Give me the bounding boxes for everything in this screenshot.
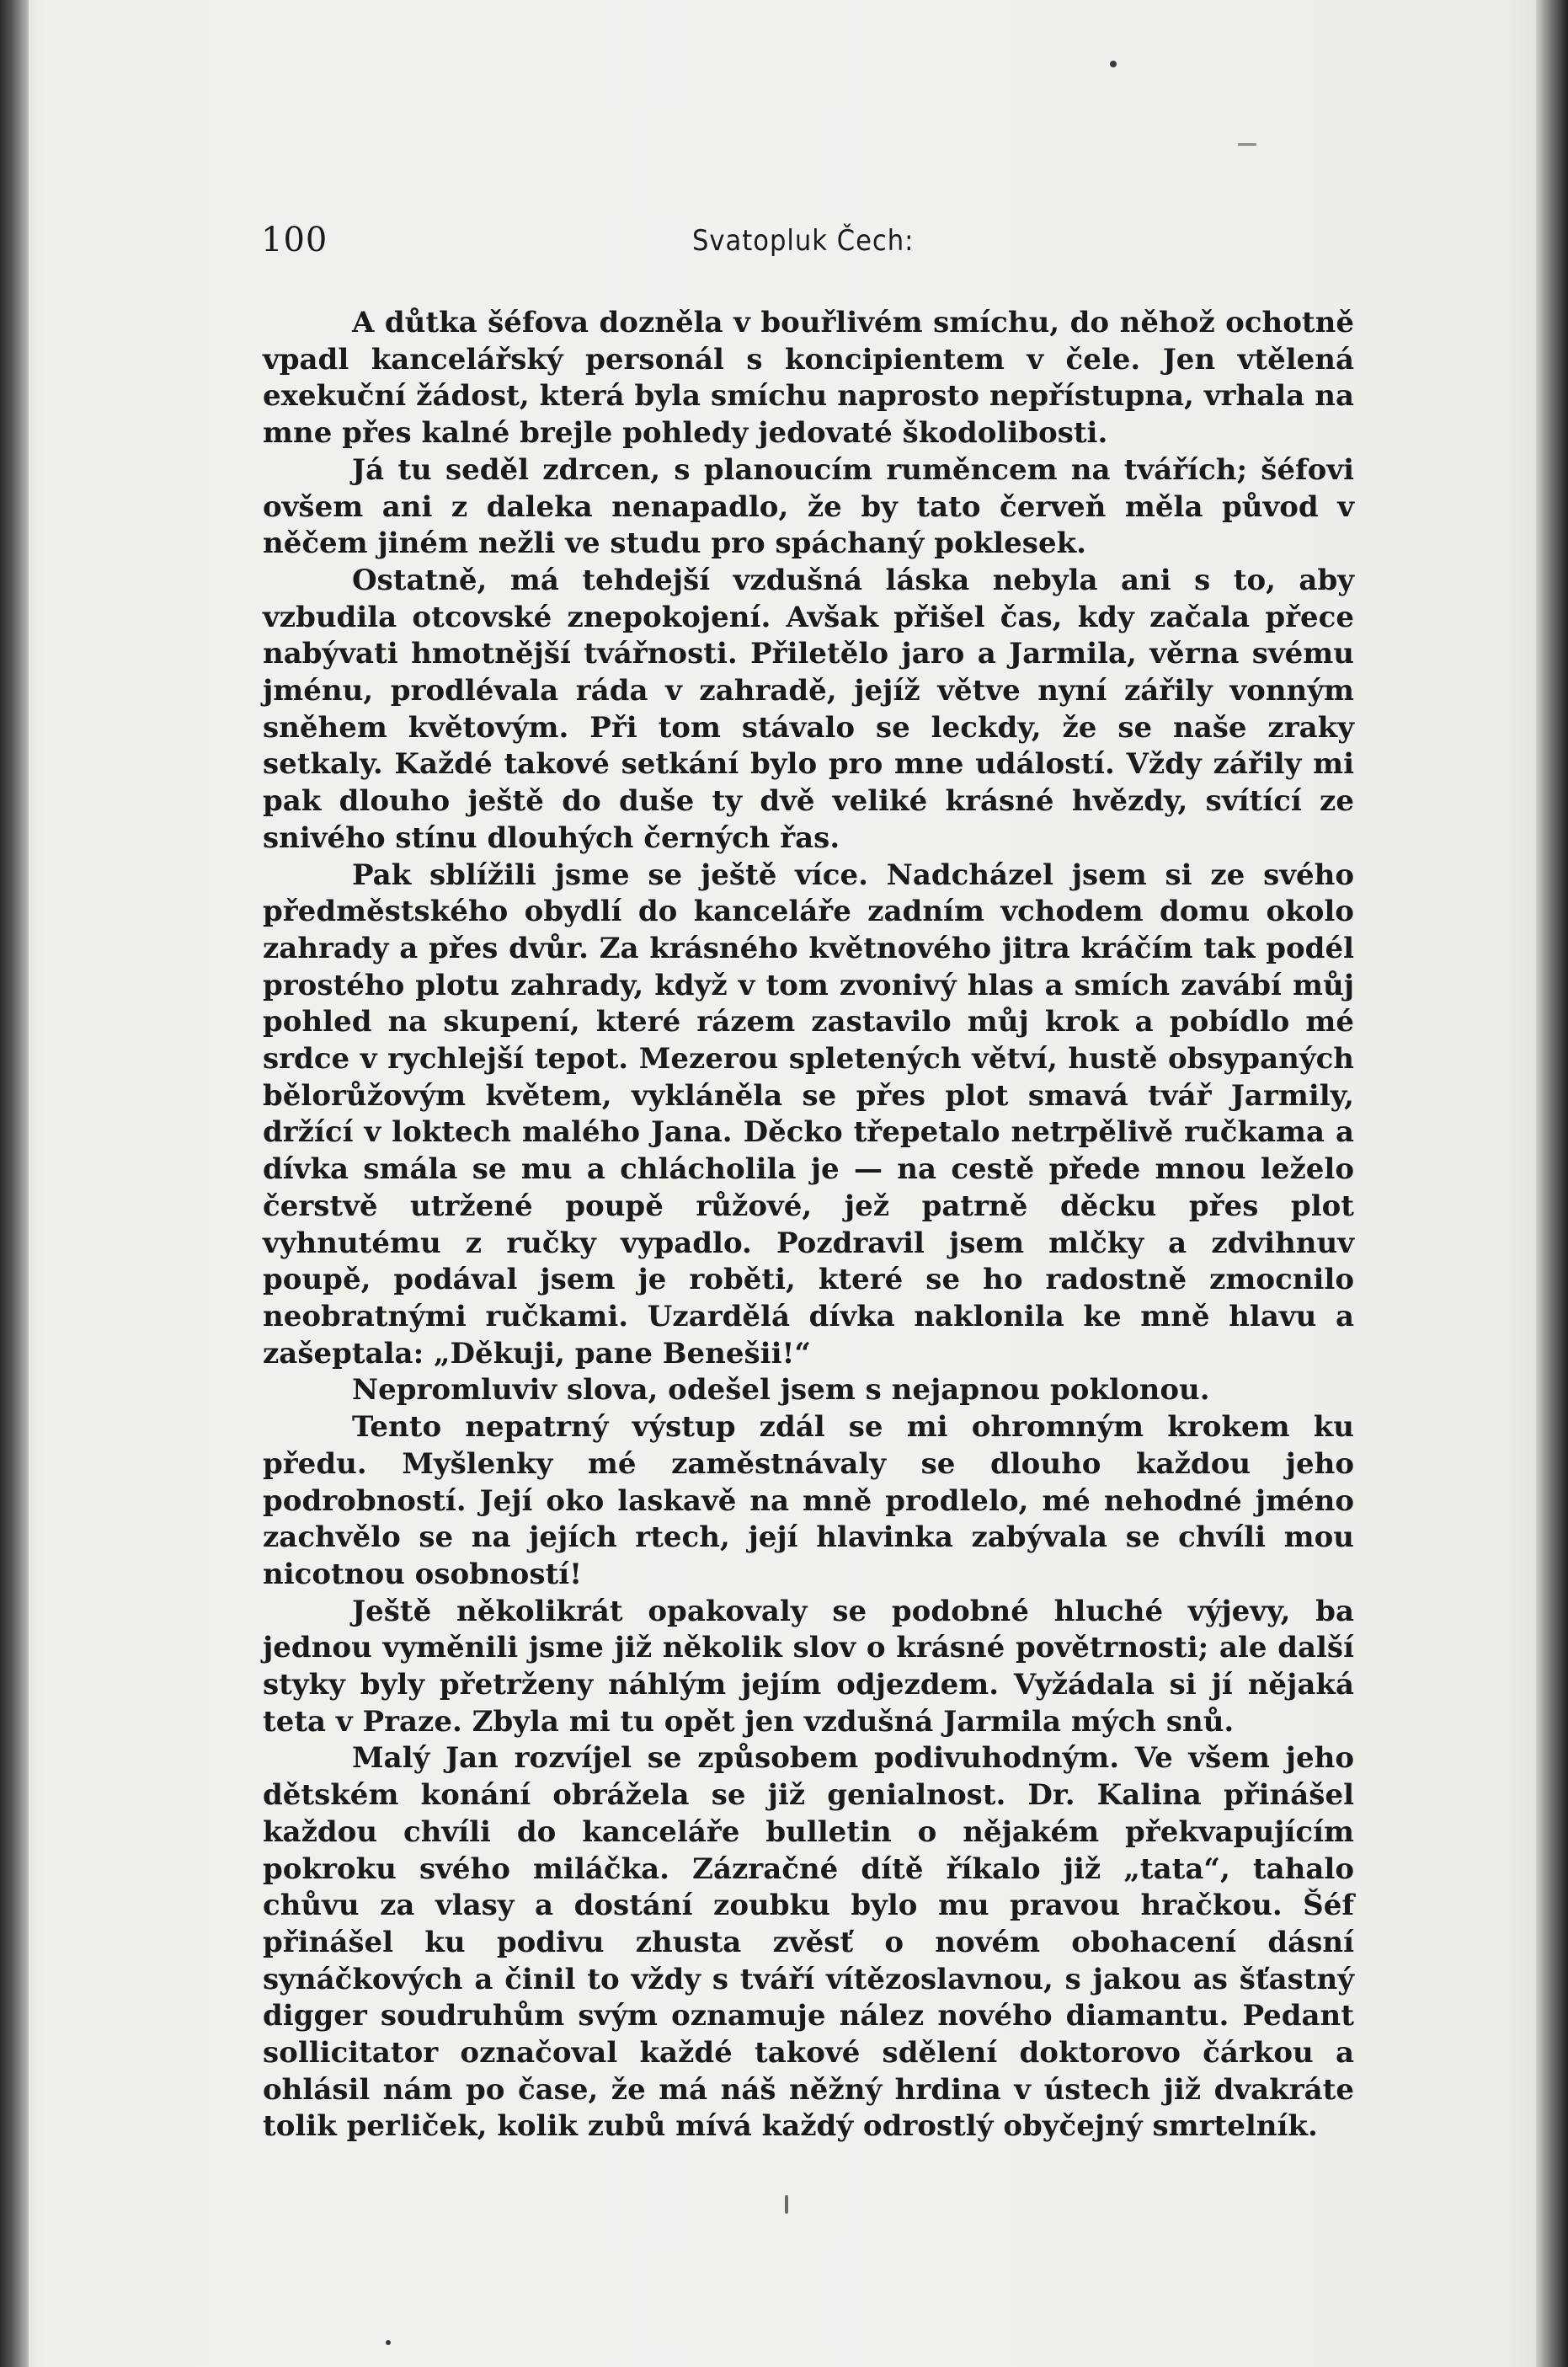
paragraph: Ostatně, má tehdejší vzdušná láska nebyla ani s to, aby vzbudila otcovské znepokojení. Avšak přišel čas, kdy začala přece nabývati hmotnější tvářnosti. Přiletělo jaro a Jarmila, věrna svému jménu, prodlévala ráda v zahradě, jejíž větve nyní zářily vonným sněhem květovým. Při tom stávalo se leckdy, že se naše zraky setkaly. Každé takové setkání bylo pro mne událostí. Vždy zářily mi pak dlouho ještě do duše ty dvě veliké krásné hvězdy, svítící ze snivého stínu dlouhých černých řas. [263,563,1354,855]
page-left-shadow [0,0,29,2367]
scan-speck [386,2340,391,2345]
running-head-author: Svatopluk Čech: [692,224,915,258]
paragraph: Tento nepatrný výstup zdál se mi ohromným krokem ku předu. Myšlenky mé zaměstnávaly se dlouho každou jeho podrobností. Její oko laskavě na mně prodlelo, mé nehodné jméno zachvělo se na jejích rtech, její hlavinka zabývala se chvíli mou nicotnou osobností! [263,1410,1354,1591]
scan-speck [1110,61,1117,67]
paragraph: Ještě několikrát opakovaly se podobné hluché výjevy, ba jednou vyměnili jsme již několik slov o krásné povětrnosti; ale další styky byly přetrženy náhlým jejím odjezdem. Vyžádala si jí nějaká teta v Praze. Zbyla mi tu opět jen vzdušná Jarmila mých snů. [263,1594,1354,1739]
paragraph: Malý Jan rozvíjel se způsobem podivuhodným. Ve všem jeho dětském konání obrážela se již genialnost. Dr. Kalina přinášel každou chvíli do kanceláře bulletin o nějakém překvapujícím pokroku svého miláčka. Zázračné dítě říkalo již „tata“, tahalo chůvu za vlasy a dostání zoubku bylo mu pravou hračkou. Šéf přinášel ku podivu zhusta zvěsť o novém obohacení dásní synáčkových a činil to vždy s tváří vítězoslavnou, s jakou as šťastný digger soudruhům svým oznamuje nález nového diamantu. Pedant sollicitator označoval každé takové sdělení doktorovo čárkou a ohlásil nám po čase, že má náš něžný hrdina v ústech již dvakráte tolik perliček, kolik zubů mívá každý odrostlý obyčejný smrtelník. [263,1741,1354,2144]
paragraph: Já tu seděl zdrcen, s planoucím ruměncem na tvářích; šéfovi ovšem ani z daleka nenapadlo, že by tato červeň měla původ v něčem jiném nežli ve studu pro spáchaný poklesek. [263,452,1354,561]
scan-speck [785,2195,788,2214]
paragraph: Nepromluviv slova, odešel jsem s nejapnou poklonou. [352,1373,1210,1408]
paragraph: A důtka šéfova dozněla v bouřlivém smíchu, do něhož ochotně vpadl kancelářský personál s koncipientem v čele. Jen vtělená exekuční žádost, která byla smíchu naprosto nepřístupna, vrhala na mne přes kalné brejle pohledy jedovaté škodolibosti. [263,306,1354,451]
running-head [261,221,1356,271]
paragraph: Pak sblížili jsme se ještě více. Nadcházel jsem si ze svého předměstského obydlí do kanceláře zadním vchodem domu okolo zahrady a přes dvůr. Za krásného květnového jitra kráčím tak podél prostého plotu zahrady, když v tom zvonivý hlas a smích zavábí můj pohled na skupení, které rázem zastavilo můj krok a pobídlo mé srdce v rychlejší tepot. Mezerou spletených větví, hustě obsypaných bělorůžovým květem, vykláněla se přes plot smavá tvář Jarmily, držící v loktech malého Jana. Děcko třepetalo netrpělivě ručkama a dívka smála se mu a chlácholila je — na cestě přede mnou leželo čerstvě utržené poupě růžové, jež patrně děcku přes plot vyhnutému z ručky vypadlo. Pozdravil jsem mlčky a zdvihnuv poupě, podával jsem je roběti, které se ho radostně zmocnilo neobratnými ručkami. Uzardělá dívka naklonila ke mně hlavu a zašeptala: „Děkuji, pane Benešii!“ [263,858,1354,1371]
body-text [263,305,1354,2145]
page-number: 100 [261,221,328,259]
scan-speck [1238,143,1256,146]
page-right-shadow [1536,0,1568,2367]
